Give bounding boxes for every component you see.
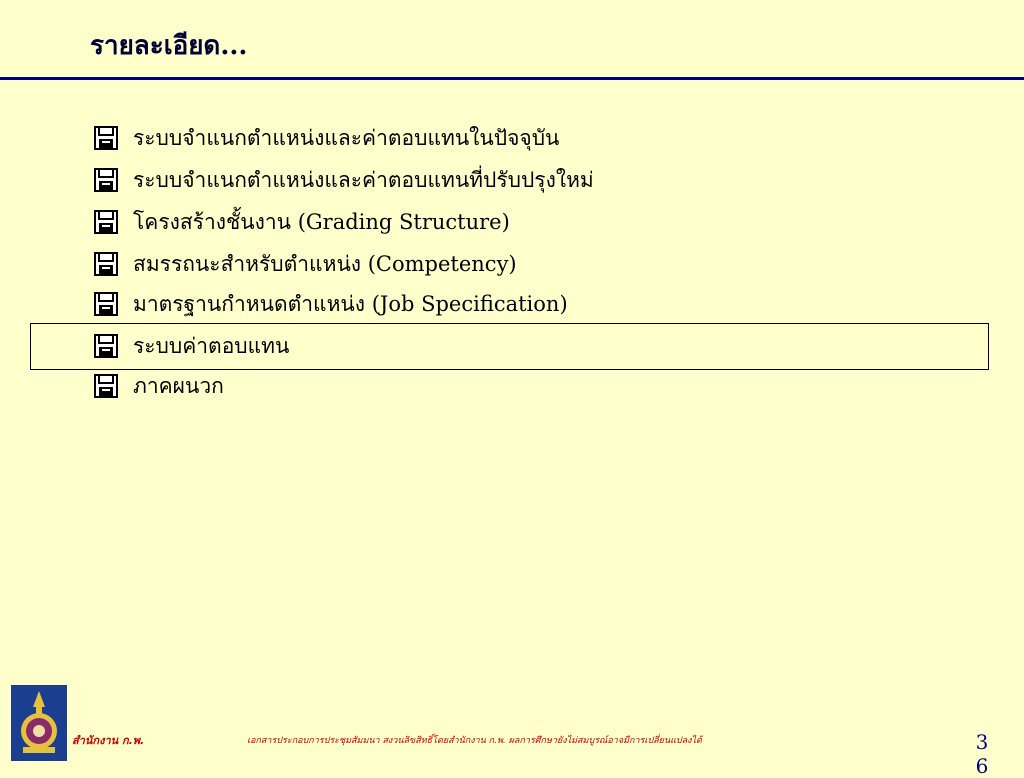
bullet-item-appendix [93,366,224,406]
floppy-disk-icon [93,373,119,399]
bullet-item-current-system [93,118,559,158]
title-divider [0,77,1024,80]
bullet-label: ภาคผนวก [133,373,224,398]
bullet-item-job-specification [93,284,568,324]
ocsc-emblem-logo [11,685,67,761]
slide-title: รายละเอียด... [90,31,248,61]
bullet-label: ระบบจำแนกตำแหน่งและค่าตอบแทนในปัจจุบัน [133,125,560,150]
floppy-disk-icon [93,291,119,317]
footer-disclaimer: เอกสารประกอบการประชุมสัมมนา สงวนลิขสิทธิ์โดยสำนักงาน ก.พ. ผลการศึกษายังไม่สมบูรณ์อาจมีการเปลี่ยนแปลงได้ [247,736,702,746]
page-number: 36 [975,730,989,778]
bullet-label: ระบบค่าตอบแทน [133,333,290,358]
bullet-item-improved-system [93,160,594,200]
floppy-disk-icon [93,251,119,277]
floppy-disk-icon [93,209,119,235]
emblem-graphic [11,685,67,761]
bullet-item-compensation [93,326,289,366]
floppy-disk-icon [93,167,119,193]
bullet-label: มาตรฐานกำหนดตำแหน่ง (Job Specification) [133,291,568,316]
footer-organization: สำนักงาน ก.พ. [72,734,145,747]
bullet-label: ระบบจำแนกตำแหน่งและค่าตอบแทนที่ปรับปรุงใหม่ [133,167,594,192]
bullet-item-grading-structure [93,202,510,242]
bullet-label: สมรรถนะสำหรับตำแหน่ง (Competency) [133,251,517,276]
bullet-item-competency [93,244,517,284]
floppy-disk-icon [93,333,119,359]
bullet-label: โครงสร้างชั้นงาน (Grading Structure) [133,209,510,234]
floppy-disk-icon [93,125,119,151]
